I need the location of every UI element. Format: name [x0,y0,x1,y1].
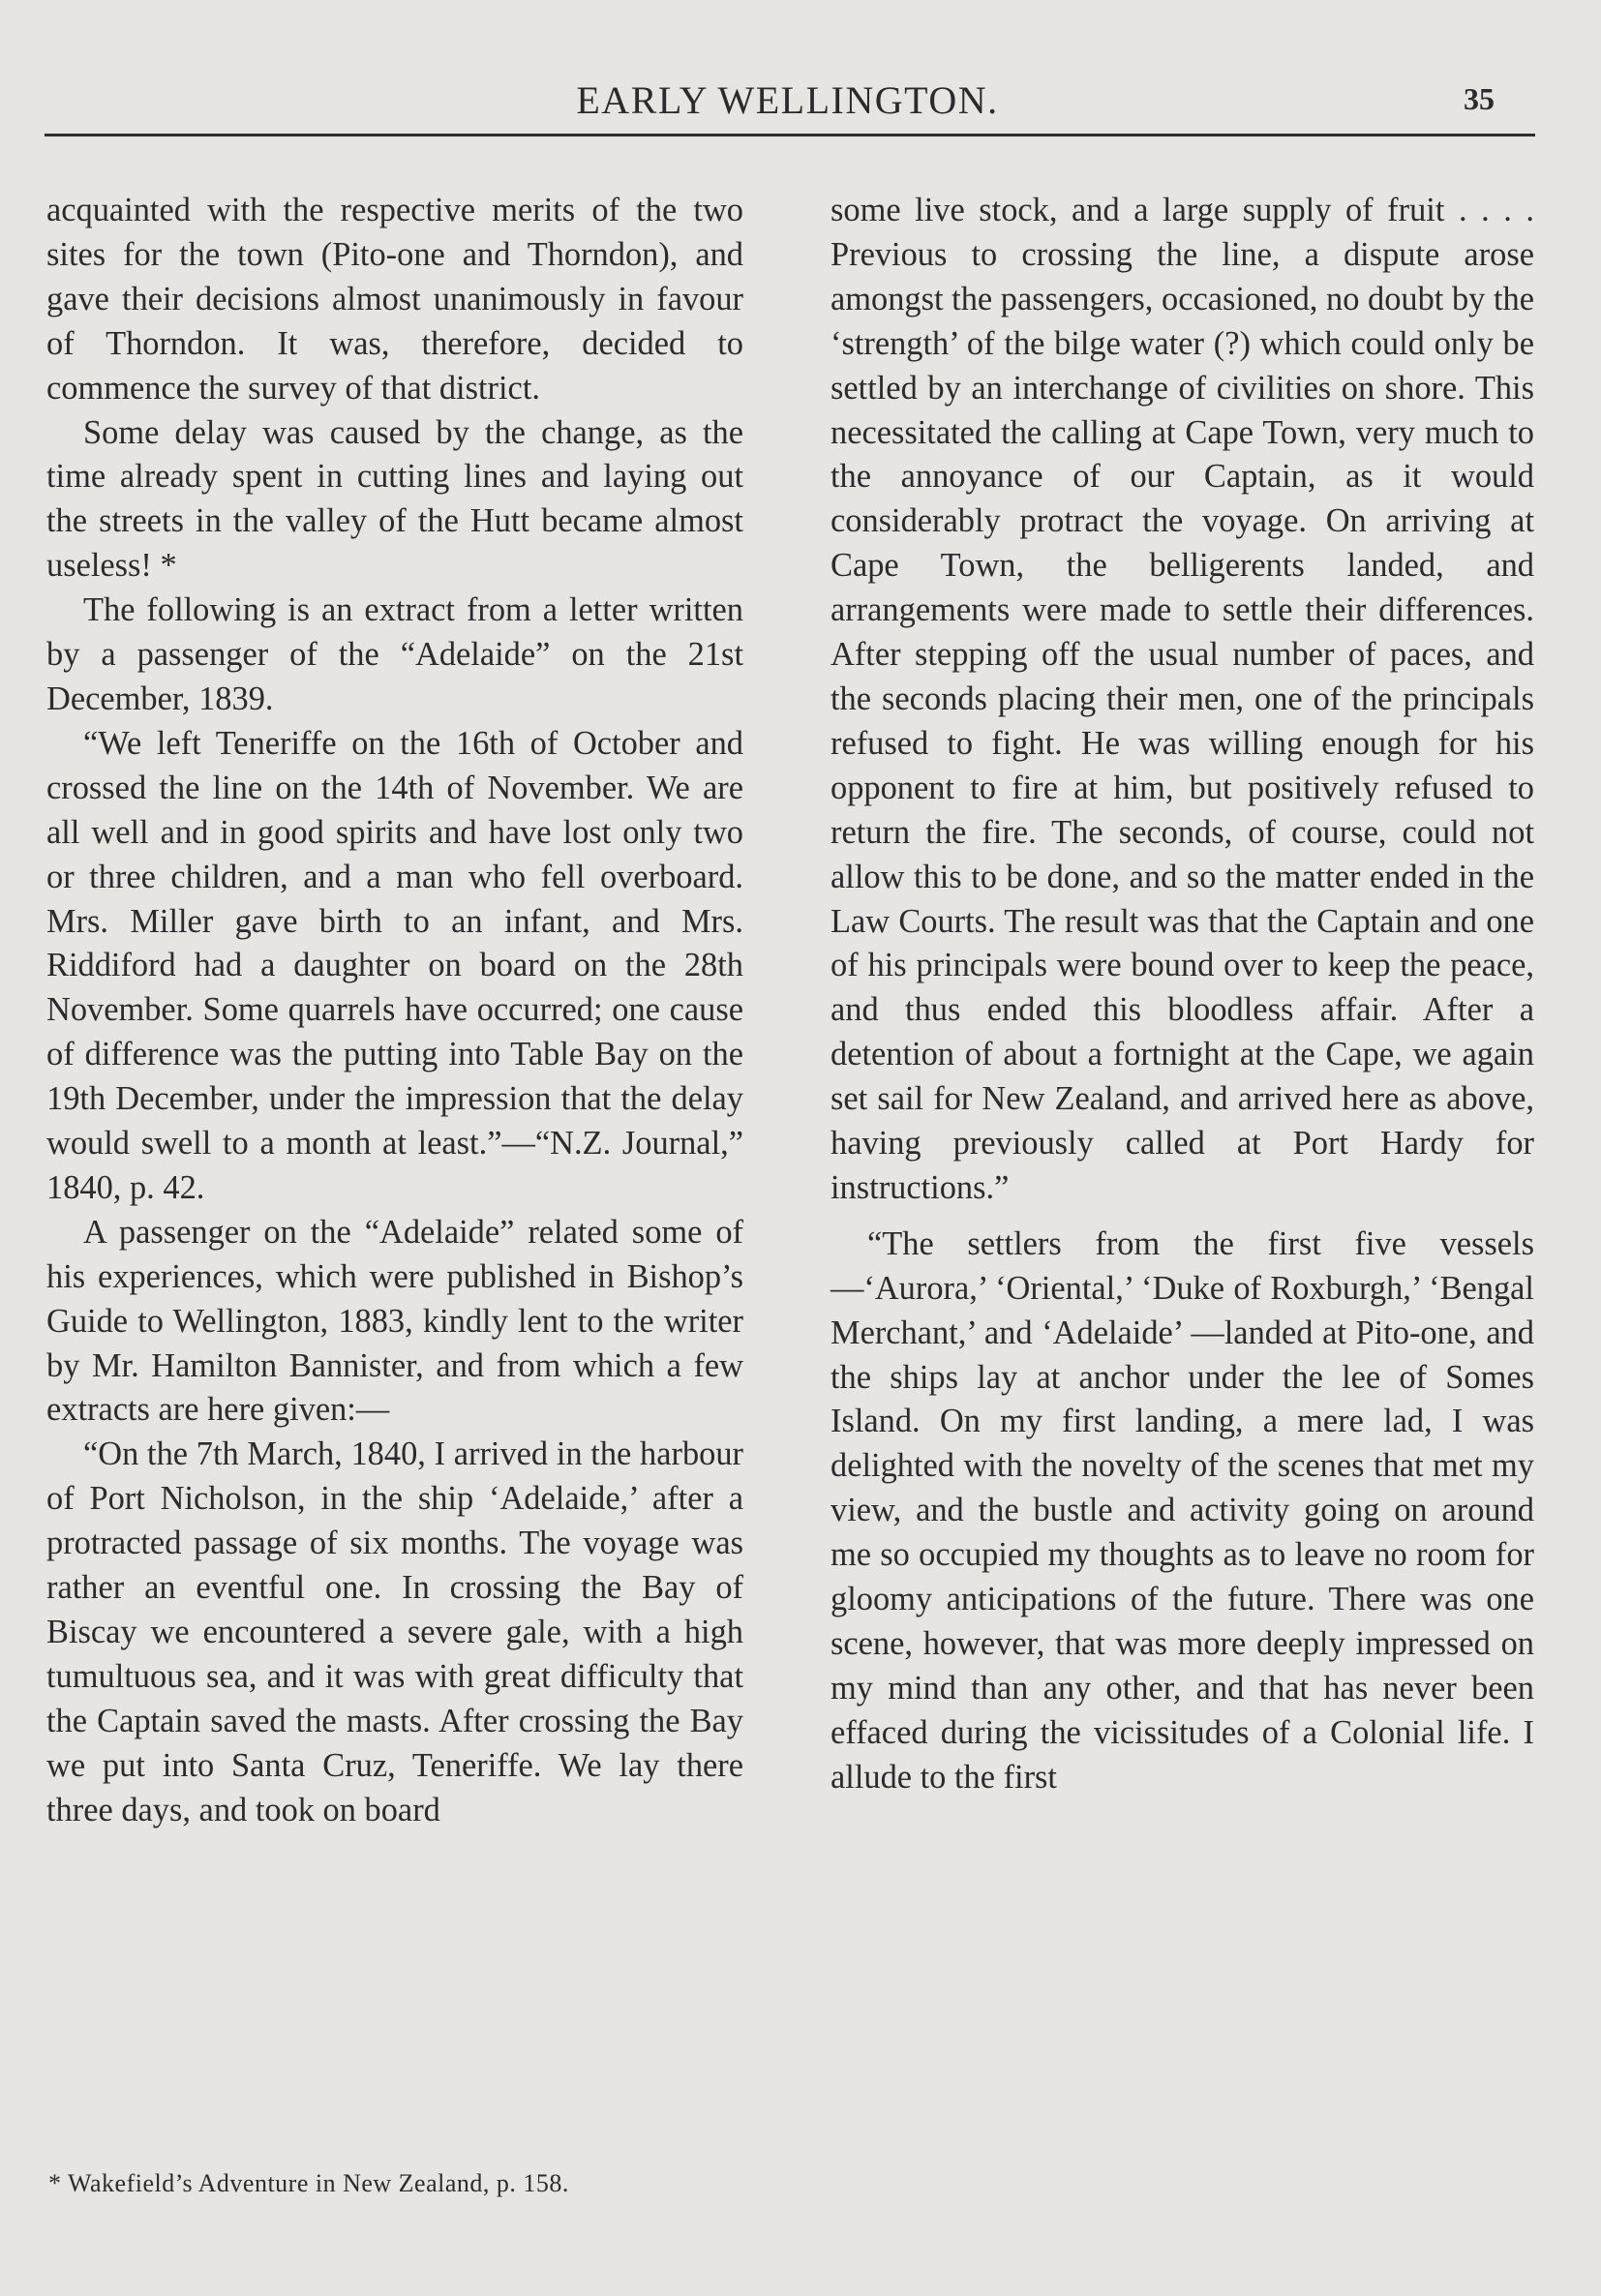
paragraph: The following is an extract from a letter written by a passenger of the “Adelaide” on the 21st December, 1839. [46,591,743,717]
paragraph: some live stock, and a large supply of fruit . . . . Previous to crossing the line, a dispute arose amongst the passengers, occasioned, no doubt by the ‘strength’ of the bilge water (?) which could only be settled by an interchange of civilities on shore. This necessitated the calling at Cape Town, very much to the annoyance of our Captain, as it would considerably protract the voyage. On arriving at Cape Town, the belligerents landed, and arrangements were made to settle their differences. After stepping off the usual number of paces, and the seconds placing their men, one of the principals refused to fight. He was willing enough for his opponent to fire at him, but positively refused to return the fire. The seconds, of course, could not allow this to be done, and so the matter ended in the Law Courts. The result was that the Captain and one of his principals were bound over to keep the peace, and thus ended this bloodless affair. After a detention of about a fortnight at the Cape, we again set sail for New Zealand, and arrived here as above, having previously called at Port Hardy for instructions.” [831,192,1534,1206]
left-column [46,189,743,1833]
paragraph: “We left Teneriffe on the 16th of October and crossed the line on the 14th of November. We are all well and in good spirits and have lost only two or three children, and a man who fell overboard. Mrs. Miller gave birth to an infant, and Mrs. Riddiford had a daughter on board on the 28th November. Some quarrels have occurred; one cause of difference was the putting into Table Bay on the 19th December, under the impression that the delay would swell to a month at least.”—“N.Z. Journal,” 1840, p. 42. [46,724,743,1206]
paragraph: A passenger on the “Adelaide” related some of his experiences, which were published in Bishop’s Guide to Wellington, 1883, kindly lent to the writer by Mr. Hamilton Bannister, and from which a few extracts are here given:— [46,1213,743,1429]
paragraph: “The settlers from the first five vessels —‘Aurora,’ ‘Oriental,’ ‘Duke of Roxburgh,’ ‘Bengal Merchant,’ and ‘Adelaide’ —landed at Pito-one, and the ships lay at anchor under the lee of Somes Island. On my first landing, a mere lad, I was delighted with the novelty of the scenes that met my view, and the bustle and activity going on around me so occupied my thoughts as to leave no room for gloomy anticipations of the future. There was one scene, however, that was more deeply impressed on my mind than any other, and that has never been effaced during the vicissitudes of a Colonial life. I allude to the first [831,1224,1534,1796]
header-rule [45,134,1535,136]
right-column [831,189,1534,1800]
page-number: 35 [1464,81,1495,116]
paragraph: Some delay was caused by the change, as the time already spent in cutting lines and laying out the streets in the valley of the Hutt became almost useless! * [46,413,743,585]
paragraph: acquainted with the respective merits of the two sites for the town (Pito-one and Thorndon), and gave their decisions almost unanimously in favour of Thorndon. It was, therefore, decided to commence the survey of that district. [46,192,743,407]
paragraph: “On the 7th March, 1840, I arrived in the harbour of Port Nicholson, in the ship ‘Adelaide,’ after a protracted passage of six months. The voyage was rather an eventful one. In crossing the Bay of Biscay we encountered a severe gale, with a high tumultuous sea, and it was with great difficulty that the Captain saved the masts. After crossing the Bay we put into Santa Cruz, Teneriffe. We lay there three days, and took on board [46,1435,743,1828]
footnote: * Wakefield’s Adventure in New Zealand, p. 158. [48,2169,569,2197]
running-title: EARLY WELLINGTON. [576,78,999,122]
